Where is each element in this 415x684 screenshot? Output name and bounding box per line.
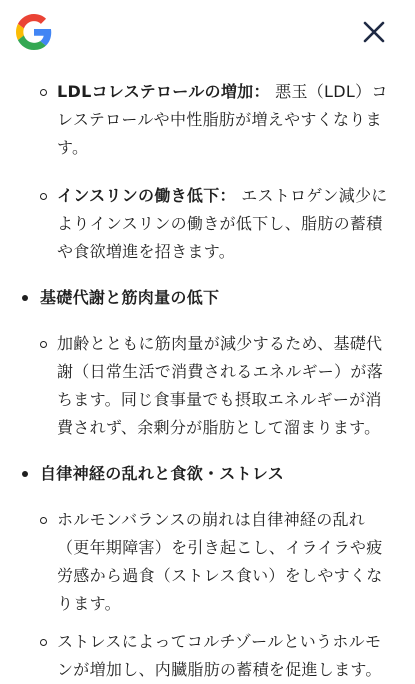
bullet-text: エストロゲン減少によりインスリンの働きが低下し、脂肪の蓄積や食欲増進を招きます。 — [57, 186, 388, 261]
sub-bullet-hormone — [0, 506, 415, 618]
bullet-heading: 基礎代謝と筋肉量の低下 — [40, 288, 220, 307]
main-bullet-metabolism — [0, 284, 415, 312]
bullet-bold-term: LDLコレステロールの増加： — [57, 82, 270, 101]
sub-bullet-ldl — [0, 78, 415, 162]
answer-content — [0, 64, 415, 684]
bullet-bold-term: インスリンの働き低下： — [57, 186, 236, 205]
top-bar — [0, 0, 415, 64]
close-icon[interactable] — [359, 17, 389, 47]
google-g-logo-icon[interactable] — [16, 14, 52, 50]
bullet-heading: 自律神経の乱れと食欲・ストレス — [40, 464, 285, 483]
sub-bullet-insulin — [0, 182, 415, 266]
bullet-text: 悪玉（LDL）コレステロールや中性脂肪が増えやすくなります。 — [57, 82, 388, 157]
main-bullet-autonomic — [0, 460, 415, 488]
bullet-text: ストレスによってコルチゾールというホルモンが増加し、内臓脂肪の蓄積を促進します。 — [57, 632, 382, 679]
bullet-text: ホルモンバランスの崩れは自律神経の乱れ（更年期障害）を引き起こし、イライラや疲労感から過食（ストレス食い）をしやすくなります。 — [57, 510, 383, 613]
bullet-text: 加齢とともに筋肉量が減少するため、基礎代謝（日常生活で消費されるエネルギー）が落ちます。同じ食事量でも摂取エネルギーが消費されず、余剰分が脂肪として溜まります。 — [57, 334, 384, 437]
sub-bullet-cortisol — [0, 628, 415, 684]
sub-bullet-muscle — [0, 330, 415, 442]
